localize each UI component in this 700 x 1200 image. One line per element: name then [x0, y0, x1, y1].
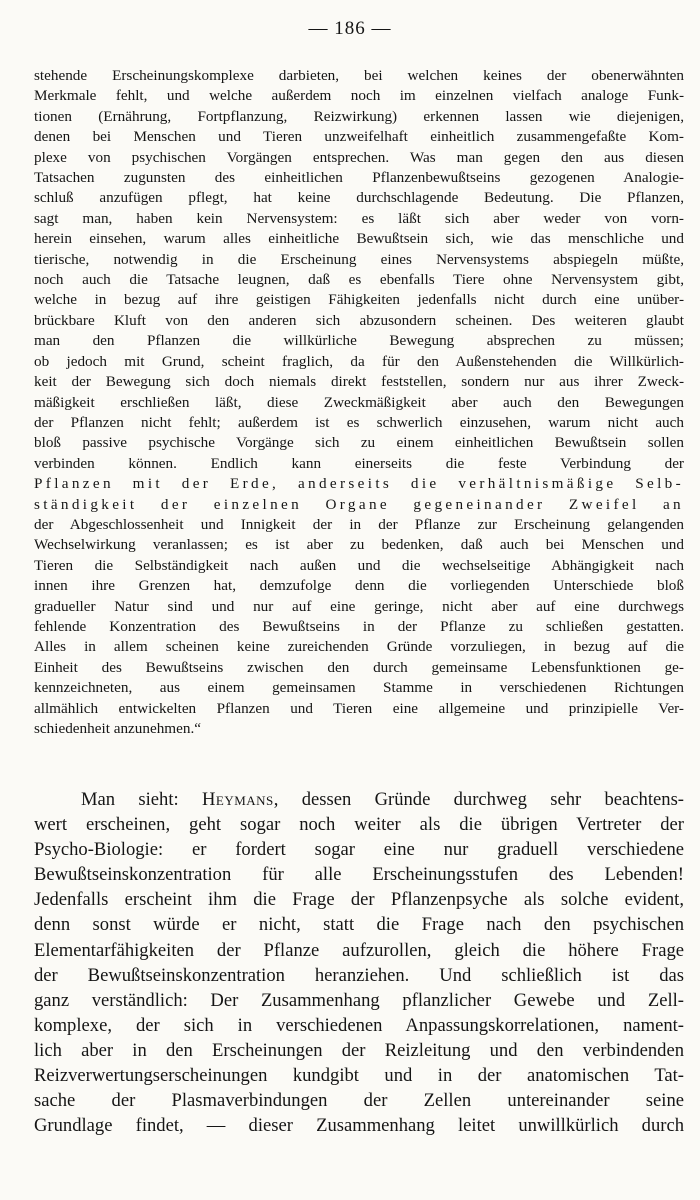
- quote-line: bloß passive psychische Vorgänge sich zu einem einheitlichen Bewußtsein sollen: [34, 434, 684, 452]
- paragraph-line: Grundlage findet, — dieser Zusammenhang leitet unwillkürlich durch: [34, 1115, 684, 1137]
- paragraph-line: wert erscheinen, geht sogar noch weiter als die übrigen Vertreter der: [34, 814, 684, 836]
- quote-line: schiedenheit anzunehmen.“: [34, 720, 201, 737]
- quote-line: mäßigkeit erschließen läßt, diese Zweckmäßigkeit aber auch den Bewegungen: [34, 393, 684, 411]
- paragraph-line: denn sonst würde er nicht, statt die Frage nach den psychischen: [34, 914, 684, 936]
- paragraph-line: Reizverwertungserscheinungen kundgibt und in der anatomischen Tat-: [34, 1065, 684, 1087]
- paragraph-line: Elementarfähigkeiten der Pflanze aufzurollen, gleich die höhere Frage: [34, 939, 684, 961]
- quote-line: Alles in allem scheinen keine zureichenden Gründe vorzuliegen, in bezug auf die: [34, 638, 684, 656]
- quote-line: keit der Bewegung sich doch niemals direkt feststellen, sondern nur aus ihrer Zweck-: [34, 373, 684, 391]
- quote-line: kennzeichneten, aus einem gemeinsamen Stamme in verschiedenen Richtungen: [34, 679, 684, 697]
- quote-line: welche in bezug auf ihre geistigen Fähigkeiten jedenfalls nicht durch eine unüber-: [34, 291, 684, 309]
- author-name: Heymans: [201, 789, 274, 810]
- quote-line: herein einsehen, warum alles einheitliche Bewußtsein sich, wie das menschliche und: [34, 230, 684, 248]
- paragraph-line: komplexe, der sich in verschiedenen Anpassungskorrelationen, nament-: [34, 1014, 684, 1036]
- paragraph-line: ganz verständlich: Der Zusammenhang pflanzlicher Gewebe und Zell-: [34, 989, 684, 1011]
- quote-line: allmählich entwickelten Pflanzen und Tieren eine allgemeine und prinzipielle Ver-: [34, 699, 684, 717]
- paragraph-line: Psycho-Biologie: er fordert sogar eine nur graduell verschiedene: [34, 839, 684, 861]
- quote-line: tierische, notwendig in die Erscheinung eines Nervensystems abspiegeln müßte,: [34, 250, 684, 268]
- quote-line: denen bei Menschen und Tieren unzweifelhaft einheitlich zusammengefaßte Kom-: [34, 128, 684, 146]
- quote-line: brückbare Kluft von den anderen sich abzusondern scheinen. Des weiteren glaubt: [34, 311, 684, 329]
- paragraph-line: Jedenfalls erscheint ihm die Frage der Pflanzenpsyche als solche evident,: [34, 889, 684, 911]
- quote-line: ständigkeit der einzelnen Organe gegeneinander Zweifel an: [34, 495, 684, 513]
- quote-line: Einheit des Bewußtseins zwischen den durch gemeinsame Lebensfunktionen ge-: [34, 658, 684, 676]
- quote-line: der Pflanzen nicht fehlt; außerdem ist es schwerlich einzusehen, warum nicht auch: [34, 413, 684, 431]
- quote-line: Merkmale fehlt, und welche außerdem noch im einzelnen vielfach analoge Funk-: [34, 87, 684, 105]
- quote-line: Wechselwirkung veranlassen; es ist aber zu bedenken, daß auch bei Menschen und: [34, 536, 684, 554]
- paragraph-line: Man sieht: Heymans, dessen Gründe durchweg sehr beachtens-: [81, 789, 684, 810]
- quote-line: innen ihre Grenzen hat, demzufolge denn die vorliegenden Unterschiede bloß: [34, 577, 684, 595]
- paragraph-line: lich aber in den Erscheinungen der Reizleitung und den verbindenden: [34, 1039, 684, 1061]
- paragraph-line: Bewußtseinskonzentration für alle Erscheinungsstufen des Lebenden!: [34, 864, 684, 886]
- quote-line: sagt man, haben kein Nervensystem: es läßt sich aber weder von vorn-: [34, 209, 684, 227]
- quote-line: Tatsachen zugunsten des einheitlichen Pflanzenbewußtseins gezogenen Analogie-: [34, 169, 684, 187]
- quote-line: Tieren die Selbständigkeit nach außen und die wechselseitige Abhängigkeit nach: [34, 556, 684, 574]
- quote-line: stehende Erscheinungskomplexe darbieten, bei welchen keines der obenerwähnten: [34, 67, 684, 84]
- body-paragraph: [34, 787, 684, 1138]
- paragraph-line: der Bewußtseinskonzentration heranziehen. Und schließlich ist das: [34, 964, 684, 986]
- quote-line: ob jedoch mit Grund, scheint fraglich, da für den Außenstehenden die Willkürlich-: [34, 352, 684, 370]
- quote-block: [34, 66, 684, 739]
- quote-line: Pflanzen mit der Erde, anderseits die verhältnismäßige Selb-: [34, 475, 684, 493]
- quote-line: gradueller Natur sind und nur auf eine geringe, nicht aber auf eine durchwegs: [34, 597, 684, 615]
- quote-line: verbinden können. Endlich kann einerseits die feste Verbindung der: [34, 454, 684, 472]
- page-number: — 186 —: [308, 18, 392, 39]
- quote-line: fehlende Konzentration des Bewußtseins in der Pflanze zu schließen gestatten.: [34, 617, 684, 635]
- quote-line: man den Pflanzen die willkürliche Bewegung absprechen zu müssen;: [34, 332, 684, 350]
- quote-line: der Abgeschlossenheit und Innigkeit der in der Pflanze zur Erscheinung gelangenden: [34, 515, 684, 533]
- quote-line: noch auch die Tatsache leugnen, daß es ebenfalls Tiere ohne Nervensystem gibt,: [34, 271, 684, 289]
- quote-line: plexe von psychischen Vorgängen entsprechen. Was man gegen den aus diesen: [34, 148, 684, 166]
- paragraph-line: sache der Plasmaverbindungen der Zellen untereinander seine: [34, 1090, 684, 1112]
- quote-line: schluß anzufügen pflegt, hat keine durchschlagende Bedeutung. Die Pflanzen,: [34, 189, 684, 207]
- quote-line: tionen (Ernährung, Fortpflanzung, Reizwirkung) erkennen lassen wie diejenigen,: [34, 107, 684, 125]
